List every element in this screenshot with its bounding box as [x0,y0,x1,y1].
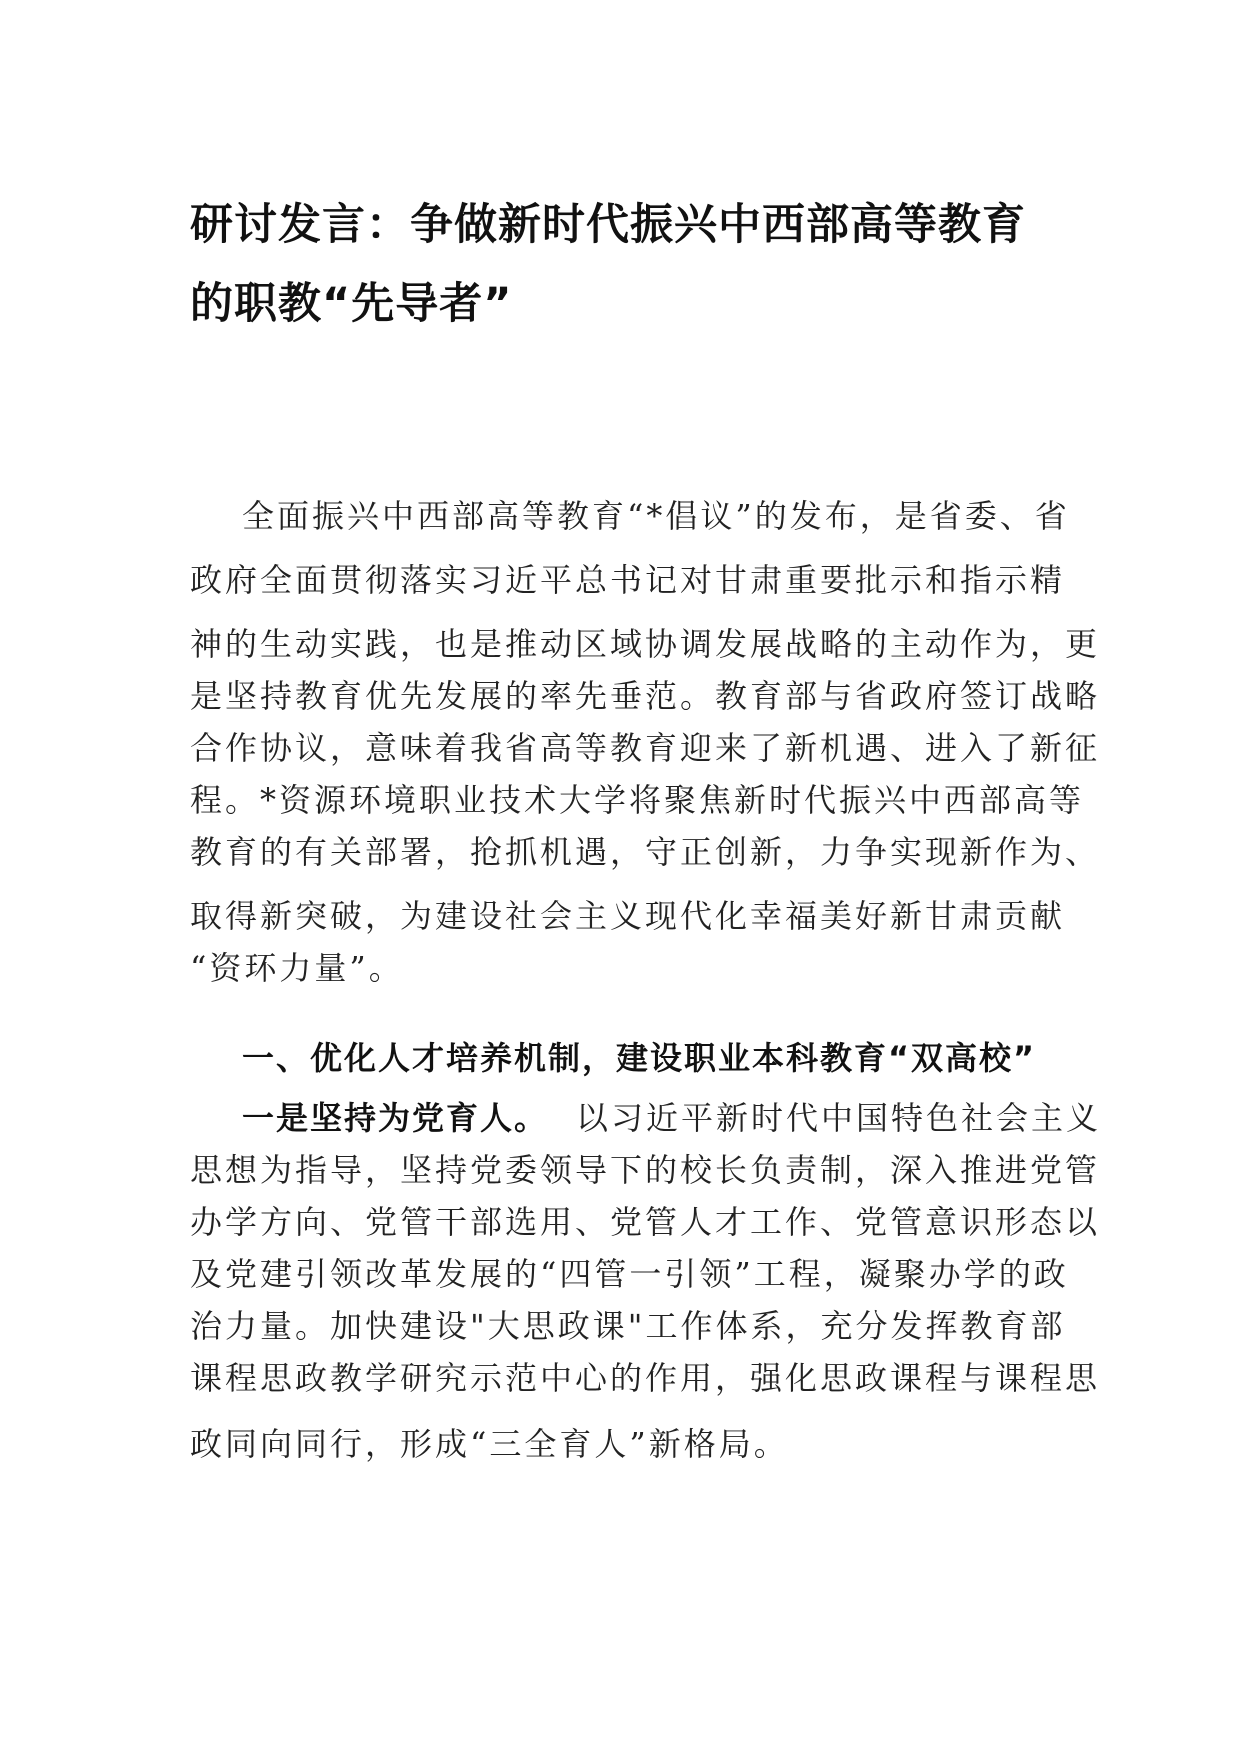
intro-line-2: 政府全面贯彻落实习近平总书记对甘肃重要批示和指示精 [190,561,1066,599]
section-1-line-4: 及党建引领改革发展的“四管一引领”工程，凝聚办学的政 [190,1255,1069,1293]
section-1-line-3: 办学方向、党管干部选用、党管人才工作、党管意识形态以 [190,1203,1101,1241]
document-title [190,186,1070,344]
section-1-lead: 一是坚持为党育人。 [242,1099,549,1137]
section-1-line-1 [190,1092,1102,1144]
section-1-first-line-text: 以习近平新时代中国特色社会主义 [576,1099,1102,1137]
intro-line-5: 合作协议，意味着我省高等教育迎来了新机遇、进入了新征 [190,729,1101,767]
section-1-line-6: 课程思政教学研究示范中心的作用，强化思政课程与课程思 [190,1359,1101,1397]
section-1-heading: 一、优化人才培养机制，建设职业本科教育“双高校” [242,1039,1037,1077]
intro-line-7: 教育的有关部署，抢抓机遇，守正创新，力争实现新作为、 [190,833,1101,871]
intro-paragraph [190,490,1101,994]
intro-line-3: 神的生动实践，也是推动区域协调发展战略的主动作为，更 [190,625,1101,663]
intro-line-6: 程。*资源环境职业技术大学将聚焦新时代振兴中西部高等 [190,781,1085,819]
intro-line-8: 取得新突破，为建设社会主义现代化幸福美好新甘肃贡献 [190,897,1066,935]
section-1-paragraph [190,1092,1102,1470]
section-1-line-5: 治力量。加快建设"大思政课"工作体系，充分发挥教育部 [190,1307,1066,1345]
intro-line-1: 全面振兴中西部高等教育“*倡议”的发布，是省委、省 [242,497,1070,535]
intro-line-4: 是坚持教育优先发展的率先垂范。教育部与省政府签订战略 [190,677,1101,715]
section-1-line-2: 思想为指导，坚持党委领导下的校长负责制，深入推进党管 [190,1151,1101,1189]
intro-line-9: “资环力量”。 [190,949,404,987]
title-line-2: 的职教“先导者” [190,279,513,329]
section-1-line-7: 政同向同行，形成“三全育人”新格局。 [190,1425,789,1463]
title-line-1: 研讨发言：争做新时代振兴中西部高等教育 [190,200,1026,250]
